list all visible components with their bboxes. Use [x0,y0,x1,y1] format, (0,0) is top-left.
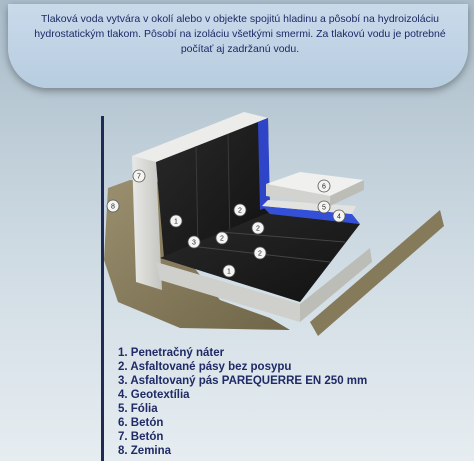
svg-text:7: 7 [137,173,141,181]
layer-legend [118,346,367,458]
label-badge-5 [318,201,330,213]
label-badge-2 [254,247,266,259]
label-badge-8 [107,200,119,212]
label-badge-2 [252,222,264,234]
legend-item: 2. Asfaltované pásy bez posypu [118,361,292,373]
svg-text:4: 4 [337,213,341,221]
svg-text:3: 3 [192,239,196,247]
svg-text:6: 6 [322,183,326,191]
legend-item: 4. Geotextília [118,389,190,401]
svg-text:2: 2 [258,250,262,258]
label-badge-1 [170,215,182,227]
svg-text:2: 2 [238,207,242,215]
svg-text:8: 8 [111,203,115,211]
svg-text:2: 2 [220,235,224,243]
label-badge-2 [216,232,228,244]
label-badge-2 [234,204,246,216]
legend-item: 7. Betón [118,431,164,443]
legend-item: 1. Penetračný náter [118,347,225,359]
legend-item: 6. Betón [118,417,164,429]
label-badge-6 [318,180,330,192]
label-badge-3 [188,236,200,248]
header-description: Tlaková voda vytvára v okolí alebo v objekte spojitú hladinu a pôsobí na hydroizoláciu hydrostatickým tlakom. Pôsobí na izoláciu všetkými smermi. Za tlakovú vodu je potrebné počítať aj zadržanú vodu. [34,13,446,55]
legend-item: 8. Zemina [118,445,172,457]
svg-text:2: 2 [256,225,260,233]
label-badge-4 [333,210,345,222]
svg-text:1: 1 [174,218,178,226]
svg-text:5: 5 [322,204,326,212]
label-badge-1 [223,265,235,277]
legend-item: 3. Asfaltovaný pás PAREQUERRE EN 250 mm [118,375,368,387]
legend-item: 5. Fólia [118,403,158,415]
svg-text:1: 1 [227,268,231,276]
label-badge-7 [133,170,145,182]
